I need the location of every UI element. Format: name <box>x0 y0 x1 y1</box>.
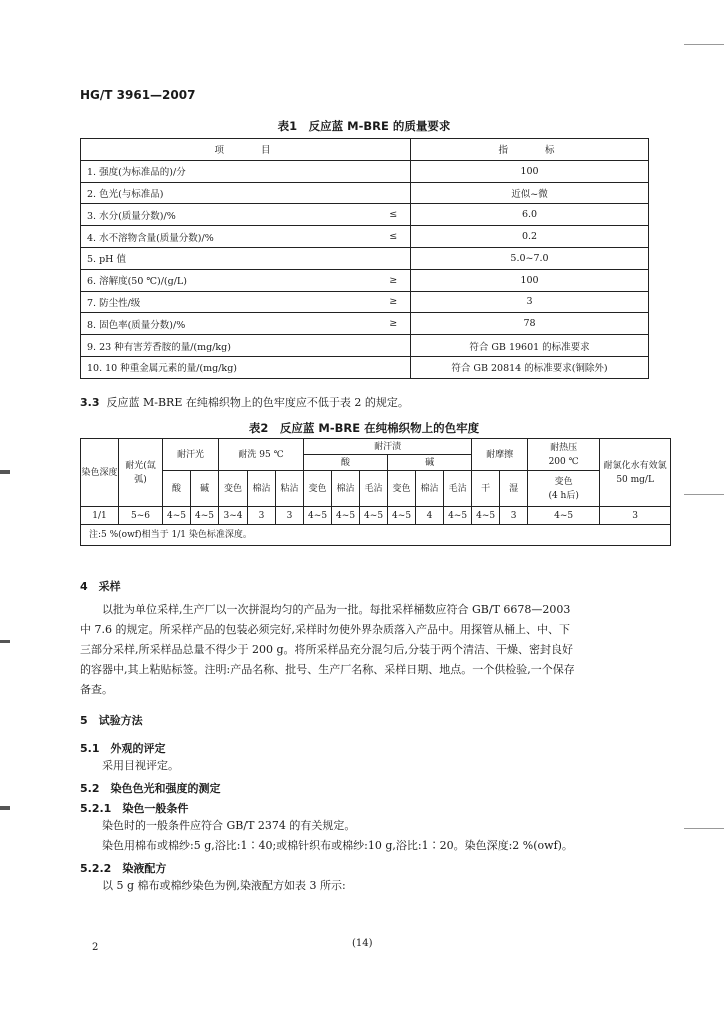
cell: 4~5 <box>163 507 191 525</box>
header-sl-acid: 酸 <box>163 471 191 507</box>
header-pa-wool: 毛沾 <box>360 471 388 507</box>
row-value: 78 <box>411 313 649 335</box>
row-sign: ≤ <box>377 204 411 226</box>
header-w-change: 变色 <box>219 471 248 507</box>
clause-5-1: 5.1 外观的评定 <box>80 742 166 755</box>
row-value: 3 <box>411 291 649 313</box>
heat-time-label: (4 h后) <box>548 490 579 501</box>
row-sign <box>377 356 411 378</box>
section-4-title: 4 采样 <box>80 580 121 593</box>
paragraph-line: 中 7.6 的规定。所采样产品的包装必须完好,采样时勿使外界杂质落入产品中。用探管从桶上、中、下 <box>80 623 570 636</box>
cell: 4 <box>416 507 444 525</box>
row-value: 0.2 <box>411 226 649 248</box>
header-depth: 染色深度 <box>81 439 119 507</box>
clause-5-2-1-text1: 染色时的一般条件应符合 GB/T 2374 的有关规定。 <box>102 819 356 832</box>
clause-5-2: 5.2 染色色光和强度的测定 <box>80 782 221 795</box>
clause-5-2-1: 5.2.1 染色一般条件 <box>80 802 189 815</box>
cell: 5~6 <box>119 507 163 525</box>
row-item: 7. 防尘性/级 <box>81 291 377 313</box>
clause-5-1-text: 采用目视评定。 <box>102 759 179 772</box>
cell: 3 <box>276 507 304 525</box>
table-header-row <box>81 139 649 161</box>
cell: 3 <box>248 507 276 525</box>
scan-edge-mark <box>0 806 10 810</box>
section-4-body <box>80 600 652 700</box>
paragraph-line: 备查。 <box>80 683 113 696</box>
row-value: 符合 GB 19601 的标准要求 <box>411 335 649 357</box>
clause-text: 反应蓝 M-BRE 在纯棉织物上的色牢度应不低于表 2 的规定。 <box>106 396 409 409</box>
row-item: 3. 水分(质量分数)/% <box>81 204 377 226</box>
table-row <box>81 160 649 182</box>
header-heat-change <box>528 471 600 507</box>
table1-caption: 表1 反应蓝 M-BRE 的质量要求 <box>277 119 451 133</box>
cell: 4~5 <box>332 507 360 525</box>
row-value: 近似~微 <box>411 182 649 204</box>
row-sign <box>377 335 411 357</box>
cell: 4~5 <box>360 507 388 525</box>
quality-requirements-table <box>80 138 649 379</box>
table-row <box>81 356 649 378</box>
row-value: 100 <box>411 160 649 182</box>
table-row <box>81 313 649 335</box>
row-sign: ≥ <box>377 269 411 291</box>
table2-caption: 表2 反应蓝 M-BRE 在纯棉织物上的色牢度 <box>248 421 480 435</box>
header-wet: 湿 <box>500 471 528 507</box>
row-value: 100 <box>411 269 649 291</box>
table-row <box>81 182 649 204</box>
header-dry: 干 <box>472 471 500 507</box>
column-header-item: 项 目 <box>81 139 411 161</box>
header-perspiration: 耐汗渍 <box>304 439 472 455</box>
scan-edge-mark <box>0 640 10 643</box>
row-sign <box>377 247 411 269</box>
cell: 4~5 <box>388 507 416 525</box>
header-w-cotton: 棉沾 <box>248 471 276 507</box>
clause-5-2-1-text2: 染色用棉布或棉纱:5 g,浴比:1∶40;或棉针织布或棉纱:10 g,浴比:1∶20。染色深度:2 %(owf)。 <box>102 839 573 852</box>
row-value: 6.0 <box>411 204 649 226</box>
color-fastness-table <box>80 438 671 546</box>
header-chlorine: 耐氯化水有效氯 50 mg/L <box>600 439 671 507</box>
paragraph-line: 三部分采样,所采样品总量不得少于 200 g。将所采样品充分混匀后,分装于两个清洁、干燥、密封良好 <box>80 643 574 656</box>
header-acid: 酸 <box>304 455 388 471</box>
section-5-title: 5 试验方法 <box>80 714 143 727</box>
row-value: 5.0~7.0 <box>411 247 649 269</box>
header-pa-change: 变色 <box>304 471 332 507</box>
scan-edge-line <box>684 828 724 829</box>
table-row <box>81 291 649 313</box>
cell: 3 <box>500 507 528 525</box>
cell: 4~5 <box>472 507 500 525</box>
table-row <box>81 247 649 269</box>
header-sl-alkali: 碱 <box>191 471 219 507</box>
cell: 4~5 <box>444 507 472 525</box>
table-note: 注:5 %(owf)相当于 1/1 染色标准深度。 <box>81 525 671 546</box>
clause-5-2-2: 5.2.2 染液配方 <box>80 862 167 875</box>
heat-label: 耐热压 <box>550 442 578 453</box>
paragraph-line: 的容器中,其上粘贴标签。注明:产品名称、批号、生产厂名称、采样日期、地点。一个供检验,一个保存 <box>80 663 575 676</box>
clause-5-2-2-text: 以 5 g 棉布或棉纱染色为例,染液配方如表 3 所示: <box>102 879 346 892</box>
table-row <box>81 335 649 357</box>
row-sign <box>377 160 411 182</box>
row-item: 5. pH 值 <box>81 247 377 269</box>
row-item: 2. 色光(与标准品) <box>81 182 377 204</box>
clause-3-3 <box>80 393 409 413</box>
row-item: 9. 23 种有害芳香胺的量/(mg/kg) <box>81 335 377 357</box>
cell: 3 <box>600 507 671 525</box>
clause-number: 3.3 <box>80 396 100 409</box>
cell: 1/1 <box>81 507 119 525</box>
document-code: HG/T 3961—2007 <box>80 88 196 102</box>
table-row <box>81 204 649 226</box>
header-pb-cotton: 棉沾 <box>416 471 444 507</box>
page-number: 2 <box>92 942 99 953</box>
heat-change-label: 变色 <box>554 476 573 487</box>
header-sweat-light: 耐汗光 <box>163 439 219 471</box>
column-header-value: 指 标 <box>411 139 649 161</box>
header-w-stain: 粘沾 <box>276 471 304 507</box>
paragraph-line: 以批为单位采样,生产厂以一次拼混均匀的产品为一批。每批采样桶数应符合 GB/T 6678—2003 <box>102 603 571 616</box>
heat-temp: 200 ℃ <box>548 456 579 467</box>
cell: 3~4 <box>219 507 248 525</box>
header-heat <box>528 439 600 471</box>
scan-edge-mark <box>0 470 10 474</box>
cell: 4~5 <box>528 507 600 525</box>
row-sign: ≥ <box>377 313 411 335</box>
row-item: 6. 溶解度(50 ℃)/(g/L) <box>81 269 377 291</box>
header-pb-wool: 毛沾 <box>444 471 472 507</box>
header-light: 耐光(氙弧) <box>119 439 163 507</box>
row-sign <box>377 182 411 204</box>
header-pb-change: 变色 <box>388 471 416 507</box>
table-row <box>81 507 671 525</box>
cell: 4~5 <box>191 507 219 525</box>
header-alkali: 碱 <box>388 455 472 471</box>
header-pa-cotton: 棉沾 <box>332 471 360 507</box>
row-item: 10. 10 种重金属元素的量/(mg/kg) <box>81 356 377 378</box>
table-row <box>81 269 649 291</box>
row-item: 1. 强度(为标准品的)/分 <box>81 160 377 182</box>
table-row <box>81 226 649 248</box>
cell: 4~5 <box>304 507 332 525</box>
scan-edge-line <box>684 44 724 45</box>
row-value: 符合 GB 20814 的标准要求(铜除外) <box>411 356 649 378</box>
header-wash: 耐洗 95 ℃ <box>219 439 304 471</box>
row-sign: ≥ <box>377 291 411 313</box>
header-rub: 耐摩擦 <box>472 439 528 471</box>
row-item: 8. 固色率(质量分数)/% <box>81 313 377 335</box>
scan-edge-line <box>684 494 724 495</box>
row-sign: ≤ <box>377 226 411 248</box>
sheet-number: (14) <box>352 938 373 949</box>
row-item: 4. 水不溶物含量(质量分数)/% <box>81 226 377 248</box>
